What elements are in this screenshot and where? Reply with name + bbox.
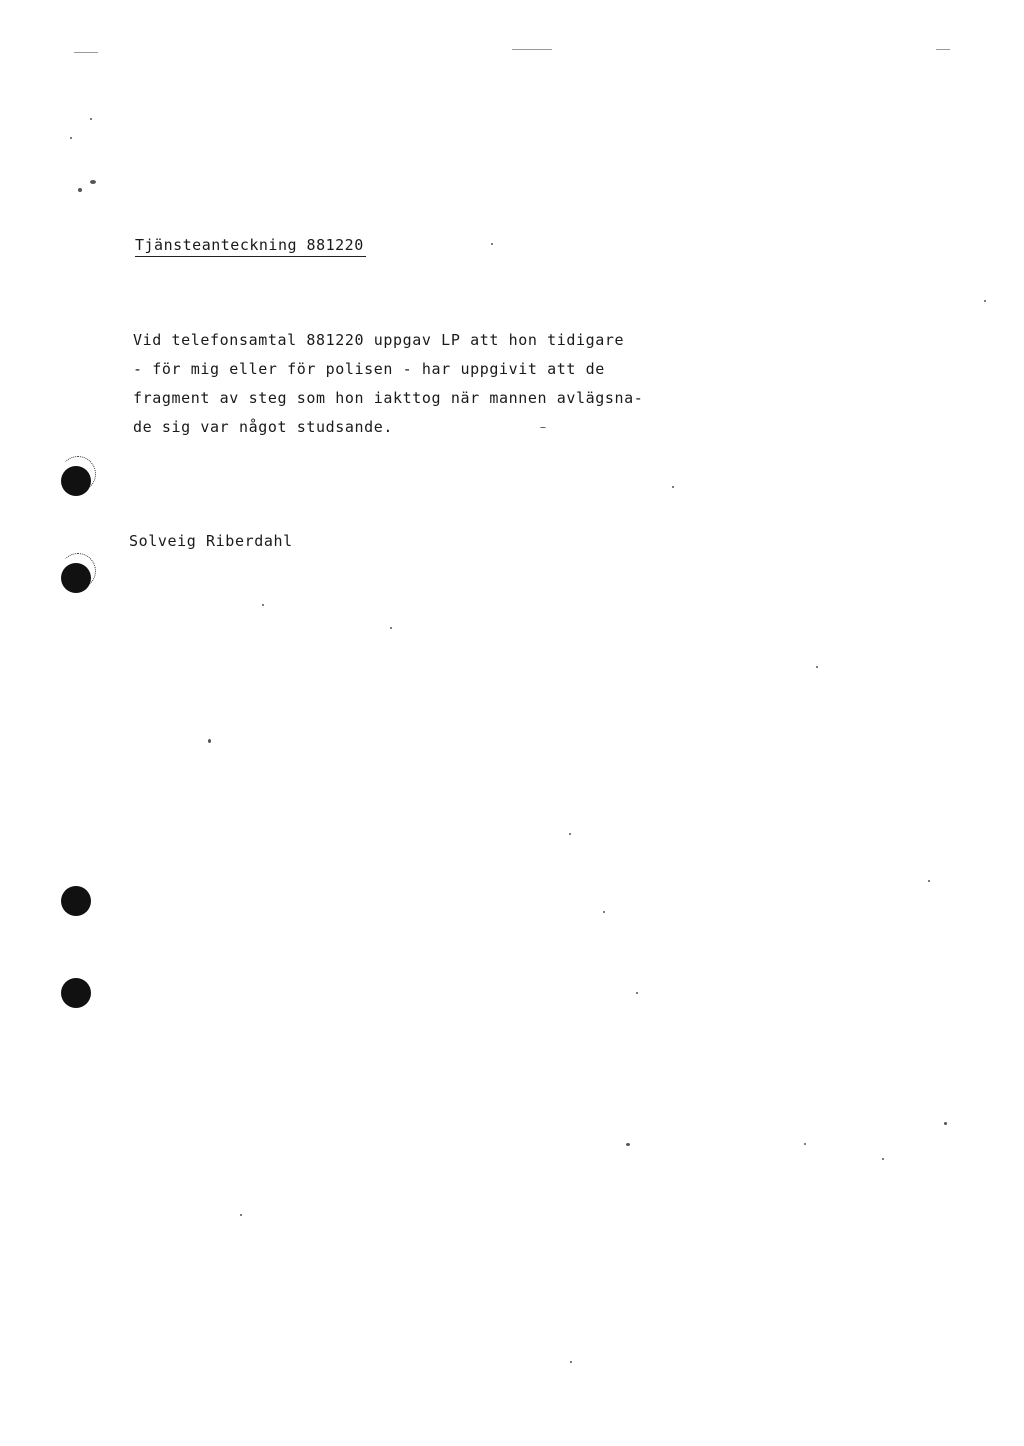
scan-speck (626, 1143, 630, 1146)
punch-hole (61, 978, 91, 1008)
punch-hole-arc (60, 456, 96, 492)
scan-speck (70, 137, 72, 139)
scan-speck (816, 666, 818, 668)
document-heading: Tjänsteanteckning 881220 (135, 236, 366, 257)
top-scan-mark-center (512, 49, 552, 50)
top-scan-mark-left (74, 52, 98, 53)
document-body (133, 326, 733, 442)
scan-speck (90, 180, 96, 184)
scan-speck (262, 604, 264, 606)
scan-speck (78, 188, 82, 192)
scan-speck (672, 486, 674, 488)
body-line: de sig var något studsande. (133, 418, 394, 436)
scan-speck (569, 833, 571, 835)
scan-speck (240, 1214, 242, 1216)
signature-name: Solveig Riberdahl (129, 532, 293, 550)
scan-speck (491, 243, 493, 245)
body-line: - för mig eller för polisen - har uppgivit att de (133, 360, 605, 378)
scan-speck (804, 1143, 806, 1145)
punch-hole (61, 886, 91, 916)
scan-speck (984, 300, 986, 302)
scan-speck (208, 739, 211, 743)
scan-speck (570, 1361, 572, 1363)
top-scan-mark-right (936, 49, 950, 50)
body-line: fragment av steg som hon iakttog när mannen avlägsna- (133, 389, 644, 407)
body-line: Vid telefonsamtal 881220 uppgav LP att hon tidigare (133, 331, 625, 349)
scan-speck (540, 427, 546, 428)
scan-speck (90, 118, 92, 120)
scan-speck (928, 880, 930, 882)
scan-speck (944, 1122, 947, 1125)
scan-speck (603, 911, 605, 913)
scan-speck (636, 992, 638, 994)
scan-speck (390, 627, 392, 629)
scan-speck (882, 1158, 884, 1160)
punch-hole-arc (60, 553, 96, 589)
